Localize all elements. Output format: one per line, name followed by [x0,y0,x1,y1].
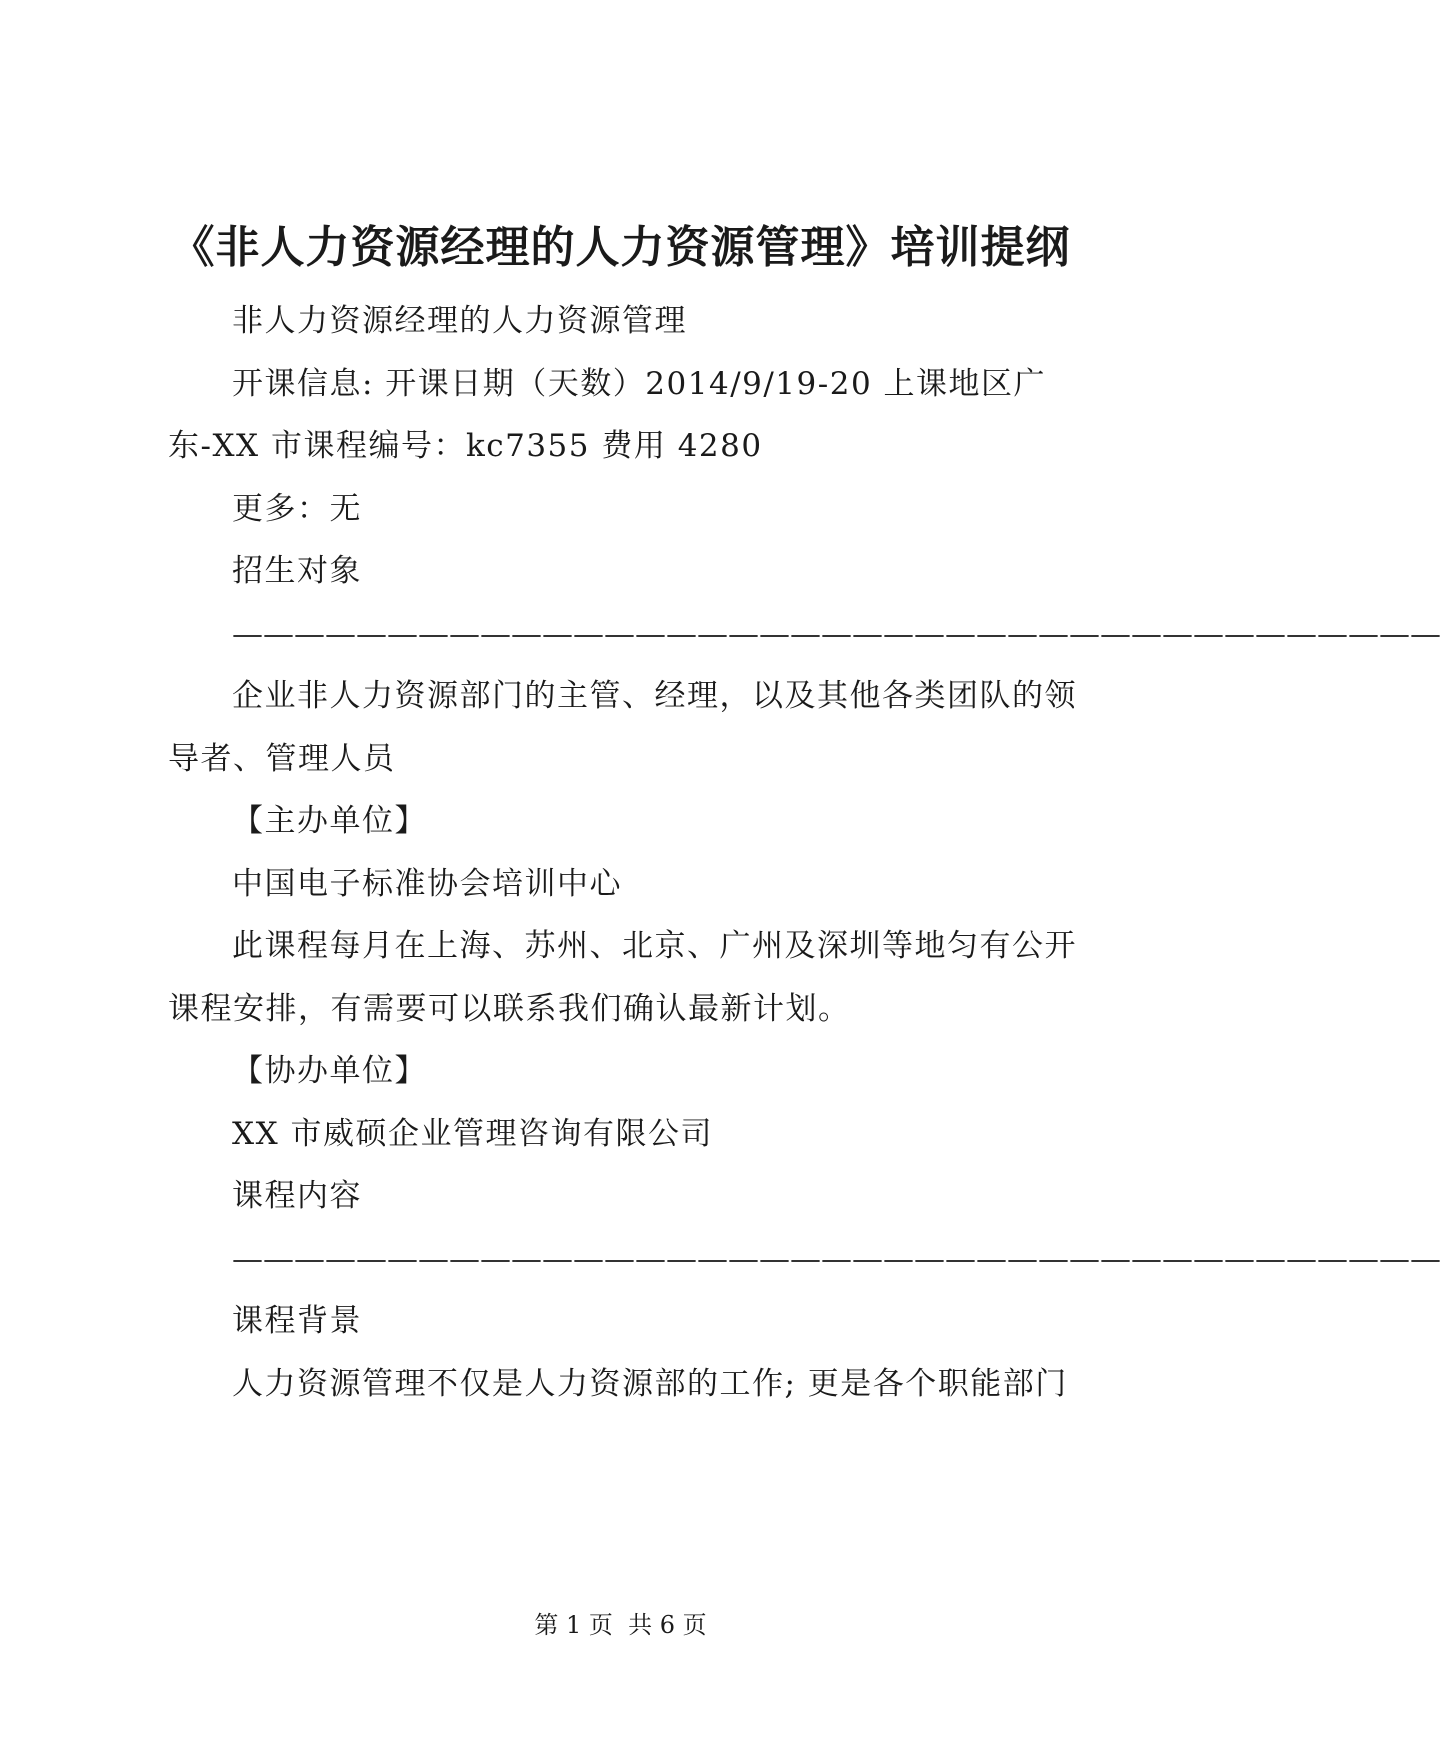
co-organizer-heading: 【协办单位】 [232,1053,427,1089]
target-audience-heading: 招生对象 [232,553,362,589]
course-content-heading: 课程内容 [232,1178,362,1214]
organizer-heading: 【主办单位】 [232,803,427,839]
divider-line: ——————————————————————————————————————— [232,1240,1441,1277]
course-background-paragraph: 人力资源管理不仅是人力资源部的工作; 更是各个职能部门 [232,1365,1068,1402]
schedule-paragraph: 此课程每月在上海、苏州、北京、广州及深圳等地匀有公开课程安排，有需要可以联系我们确认最新计划。 [168,928,1077,1027]
co-organizer-paragraph: XX 市威硕企业管理咨询有限公司 [232,1115,713,1152]
page-footer: 第 1 页 共 6 页 [534,1611,707,1639]
more-info-paragraph: 更多：无 [232,490,362,527]
document-title: 《非人力资源经理的人力资源管理》培训提纲 [170,222,1071,273]
document-body [168,290,1441,1415]
organizer-paragraph: 中国电子标准协会培训中心 [232,865,622,902]
target-audience-paragraph: 企业非人力资源部门的主管、经理，以及其他各类团队的领导者、管理人员 [168,678,1077,777]
course-name-paragraph: 非人力资源经理的人力资源管理 [232,303,687,339]
course-background-heading: 课程背景 [232,1303,362,1339]
divider-line: ——————————————————————————————————————— [232,615,1441,652]
course-info-paragraph: 开课信息: 开课日期（天数）2014/9/19-20 上课地区广东-XX 市课程编号：kc7355 费用 4280 [168,365,1047,464]
